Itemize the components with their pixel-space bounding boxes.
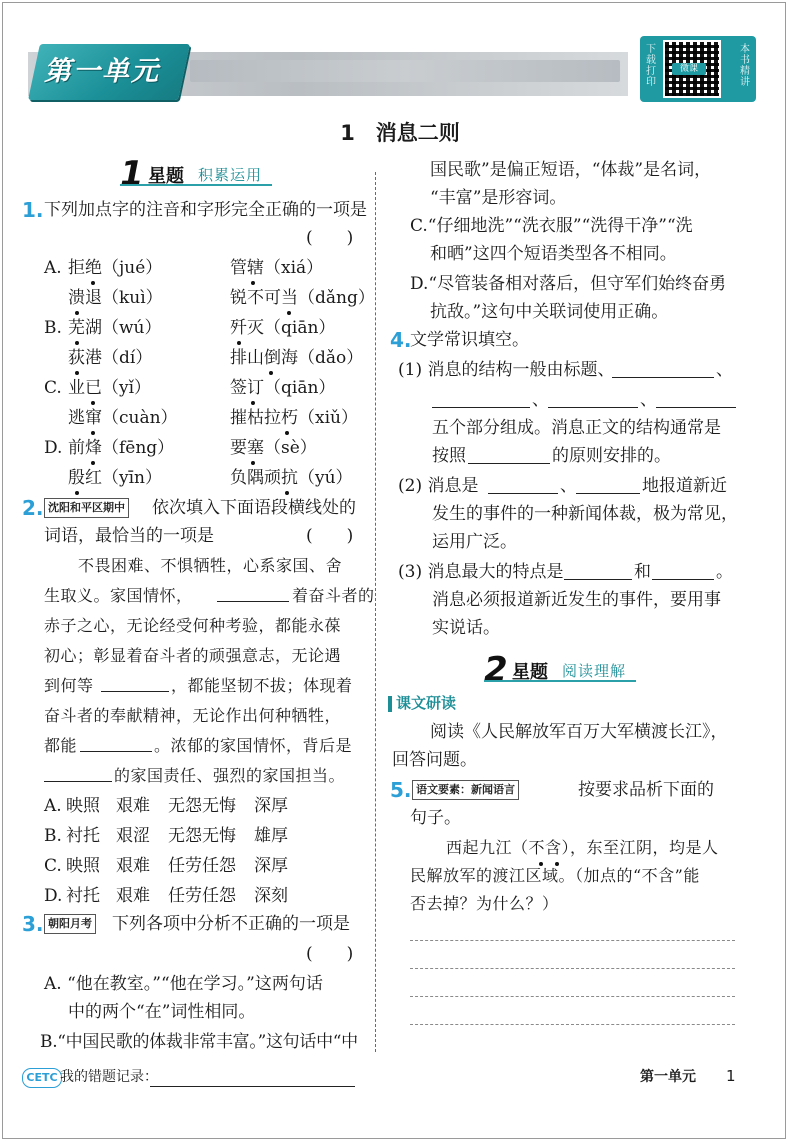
q4-number: 4. [390,328,412,352]
q3-option-a-line1[interactable]: A. “他在教室。”“他在学习。”这两句话 [44,974,323,994]
emphasis-dot [91,281,95,285]
q4-p1-d: 、 [640,390,657,410]
q5-sentence-line3: 否去掉？为什么？） [410,894,559,913]
q4-p1-a: (1) 消息的结构一般由标题、 [398,360,615,380]
q2-d-w2: 艰难 [116,886,150,906]
q2-a-w3: 无怨无悔 [168,796,236,816]
q2-b-w4: 雄厚 [254,826,288,846]
q4-blank-5[interactable] [468,463,550,464]
q5-stem-line2: 句子。 [410,808,461,828]
q3-source-tag: 朝阳月考 [44,914,96,934]
q2-passage-line7b: 。浓郁的家国情怀，背后是 [154,736,353,755]
q2-number: 2. [22,496,44,520]
q2-source-tag: 沈阳和平区期中 [44,498,129,518]
q2-b-w1: 衬托 [66,826,100,846]
star2-word: 星题 [512,662,548,683]
q2-c-w4: 深厚 [254,856,288,876]
q1-a-item2: 管辖（xiá） [230,258,324,278]
q1-b-item4: 排山倒海（dǎo） [230,348,364,368]
emphasis-dot [269,371,273,375]
q4-p1-c: 、 [532,390,549,410]
star1-underline [120,184,272,186]
star1-word: 星题 [148,166,184,187]
emphasis-dot [251,461,255,465]
q4-blank-9[interactable] [652,579,714,580]
section-heading: 课文研读 [396,694,457,712]
emphasis-dot [285,431,289,435]
q4-p1-f: 按照 [432,446,466,466]
q4-stem: 文学常识填空。 [410,330,529,350]
q3-option-b-line2: 国民歌”是偏正短语，“体裁”是名词， [430,160,712,180]
emphasis-dot [237,341,241,345]
q2-blank-4[interactable] [44,781,112,782]
q5-sentence-line1: 西起九江（不含），东至江阴，均是人 [446,838,719,857]
q4-p2-d: 发生的事件的一种新闻体裁，极为常见， [432,504,738,524]
q1-a-item3: 溃退（kuì） [68,288,163,308]
q1-option-a-label[interactable]: A. [44,258,62,278]
answer-line[interactable] [410,940,735,941]
qr-center-label: 微课 [672,63,706,75]
q2-passage-line5b: ，都能坚韧不拔；体现着 [171,676,353,695]
emphasis-dot [75,341,79,345]
cetc-logo: CETC [22,1068,62,1088]
q2-passage-line5a: 到何等 [44,676,94,695]
q2-passage-line1: 不畏困难、不惧牺牲，心系家国、舍 [78,556,343,575]
unit-title: 第一单元 [44,56,160,87]
q5-number: 5. [390,778,412,802]
q1-a-item4: 锐不可当（dǎng） [230,288,375,308]
lesson-title: 1 消息二则 [340,121,460,145]
star2-tag: 阅读理解 [562,662,627,680]
answer-line[interactable] [410,1024,735,1025]
q4-p2-a: (2) 消息是 [398,476,479,496]
error-record-line[interactable] [150,1086,355,1087]
q1-number: 1. [22,198,44,222]
q4-blank-1[interactable] [612,377,714,378]
emphasis-dot [75,371,79,375]
q2-option-a-label[interactable]: A. [44,796,62,816]
emphasis-dot [75,311,79,315]
q1-c-item4: 摧枯拉朽（xiǔ） [230,408,358,428]
q2-answer-paren[interactable]: ( ) [306,526,354,546]
header-band-stripe [190,60,620,82]
star2-underline [484,680,636,682]
q3-option-b-line3: “丰富”是形容词。 [430,188,567,208]
star1-number: 1 [120,154,144,194]
q1-option-d-label[interactable]: D. [44,438,63,458]
q2-d-w1: 衬托 [66,886,100,906]
q1-d-item1: 前烽（fēng） [68,438,175,458]
q2-option-c-label[interactable]: C. [44,856,62,876]
q1-answer-paren[interactable]: ( ) [306,228,354,248]
q2-b-w2: 艰涩 [116,826,150,846]
answer-line[interactable] [410,968,735,969]
q2-c-w3: 任劳任怨 [168,856,236,876]
q4-blank-7[interactable] [576,493,640,494]
qr-left-label: 下载打印 [646,44,656,88]
q4-blank-6[interactable] [488,493,558,494]
q1-b-item2: 歼灭（qiān） [230,318,336,338]
q4-p1-g: 的原则安排的。 [552,446,671,466]
q2-blank-1[interactable] [217,601,289,602]
qr-right-label: 本书精讲 [740,44,750,88]
q4-p1-e: 五个部分组成。消息正文的结构通常是 [432,418,721,438]
q2-passage-line2a: 生取义。家国情怀， [44,586,193,605]
q4-blank-4[interactable] [656,407,736,408]
page-number: 1 [726,1067,736,1085]
emphasis-dot [285,491,289,495]
q4-p2-c: 地报道新近 [642,476,727,496]
answer-line[interactable] [410,996,735,997]
q1-option-b-label[interactable]: B. [44,318,62,338]
column-divider [375,172,376,1052]
q2-b-w3: 无怨无悔 [168,826,236,846]
q3-option-d-line2: 抗敌。”这句中关联词使用正确。 [430,302,669,322]
q4-p3-d: 消息必须报道新近发生的事件，要用事 [432,590,721,610]
reading-instruction-line1: 阅读《人民解放军百万大军横渡长江》， [430,722,728,742]
q1-c-item3: 逃窜（cuàn） [68,408,178,428]
q2-blank-3[interactable] [80,751,152,752]
q2-passage-line4: 初心；彰显着奋斗者的顽强意志，无论遇 [44,646,342,665]
section-marker [388,696,392,712]
q1-a-item1: 拒绝（jué） [68,258,163,278]
q4-p3-e: 实说话。 [432,618,500,638]
q2-option-d-label[interactable]: D. [44,886,63,906]
reading-instruction-line2: 回答问题。 [392,750,477,770]
star1-tag: 积累运用 [198,166,263,184]
q1-b-item1: 芜湖（wú） [68,318,162,338]
emphasis-dot [251,401,255,405]
q2-a-w4: 深厚 [254,796,288,816]
star1-heading [120,154,280,194]
q2-c-w1: 映照 [66,856,100,876]
star2-heading [484,650,644,690]
q2-passage-line8: 的家国责任、强烈的家国担当。 [114,766,346,785]
q4-p1-b: 、 [716,360,733,380]
q4-blank-2[interactable] [432,407,530,408]
q5-sentence-line2: 民解放军的渡江区域。（加点的“不含”能 [410,866,700,885]
q4-p3-c: 。 [716,562,733,582]
q1-d-item3: 殷红（yīn） [68,468,162,488]
q2-stem-line2: 词语，最恰当的一项是 [44,526,214,546]
q3-answer-paren[interactable]: ( ) [306,944,354,964]
footer-unit: 第一单元 [640,1069,696,1085]
q2-d-w3: 任劳任怨 [168,886,236,906]
q3-number: 3. [22,912,44,936]
q4-p3-a: (3) 消息最大的特点是 [398,562,564,582]
q2-blank-2[interactable] [101,691,169,692]
q2-d-w4: 深刻 [254,886,288,906]
q5-source-tag: 语文要素：新闻语言 [412,780,519,800]
q3-option-c-line1[interactable]: C.“仔细地洗”“洗衣服”“洗得干净”“洗 [410,216,693,236]
star2-number: 2 [484,650,508,690]
q2-option-b-label[interactable]: B. [44,826,62,846]
q2-passage-line7a: 都能 [44,736,78,755]
q2-passage-line3: 赤子之心，无论经受何种考验，都能永葆 [44,616,342,635]
q3-option-d-line1[interactable]: D.“尽管装备相对落后，但守军们始终奋勇 [410,274,727,294]
q1-stem: 下列加点字的注音和字形完全正确的一项是 [44,200,367,220]
q3-option-a-line2: 中的两个“在”词性相同。 [68,1002,256,1022]
q4-blank-3[interactable] [548,407,638,408]
q1-option-c-label[interactable]: C. [44,378,62,398]
q3-option-b-line1[interactable]: B.“中国民歌的体裁非常丰富。”这句话中“中 [40,1032,358,1052]
q2-a-w1: 映照 [66,796,100,816]
q1-c-item2: 签订（qiān） [230,378,336,398]
emphasis-dot [75,491,79,495]
emphasis-dot [91,401,95,405]
emphasis-dot [287,311,291,315]
q2-a-w2: 艰难 [116,796,150,816]
emphasis-dot [91,461,95,465]
q1-d-item2: 要塞（sè） [230,438,317,458]
q3-stem: 下列各项中分析不正确的一项是 [112,914,350,934]
emphasis-dot [91,431,95,435]
error-record-label: 我的错题记录： [60,1069,158,1085]
q4-p3-b: 和 [634,562,651,582]
q1-c-item1: 业已（yǐ） [68,378,152,398]
q2-stem-line1: 依次填入下面语段横线处的 [152,498,356,518]
emphasis-dot [251,281,255,285]
q4-blank-8[interactable] [564,579,632,580]
q2-passage-line2b: 着奋斗者的 [292,586,375,605]
q2-passage-line6: 奋斗者的奉献精神，无论作出何种牺牲， [44,706,342,725]
q1-b-item3: 荻港（dí） [68,348,153,368]
q5-stem-line1: 按要求品析下面的 [578,780,714,800]
q2-c-w2: 艰难 [116,856,150,876]
q4-p2-e: 运用广泛。 [432,532,517,552]
q3-option-c-line2: 和晒”这四个短语类型各不相同。 [430,244,677,264]
q4-p2-b: 、 [560,476,577,496]
q1-d-item4: 负隅顽抗（yú） [230,468,353,488]
